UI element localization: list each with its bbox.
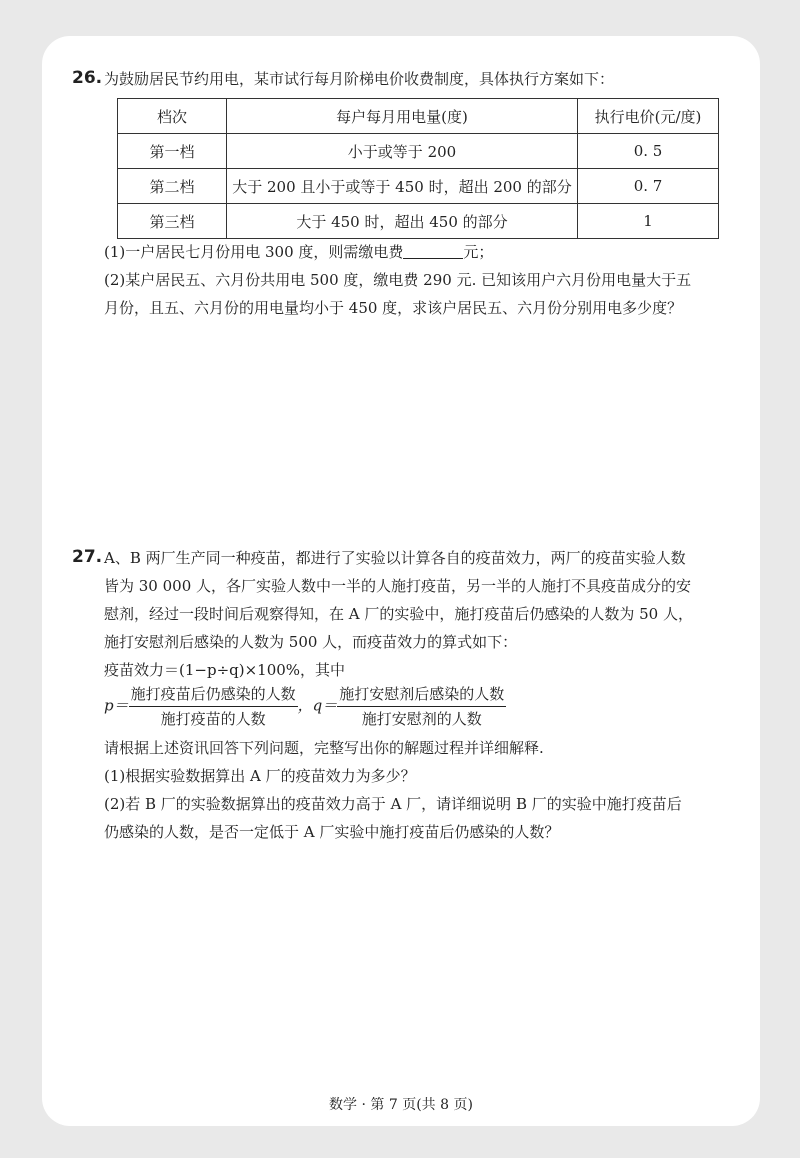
table-row xyxy=(118,134,719,169)
table-cell: 大于 450 时，超出 450 的部分 xyxy=(227,204,578,239)
part-1-text: (1)一户居民七月份用电 300 度，则需缴电费 xyxy=(104,243,404,261)
efficacy-formula: 疫苗效力＝(1−p÷q)×100%，其中 xyxy=(104,661,346,679)
question-27-line-1: A、B 两厂生产同一种疫苗，都进行了实验以计算各自的疫苗效力，两厂的疫苗实验人数 xyxy=(104,549,686,567)
question-27-line-2: 皆为 30 000 人，各厂实验人数中一半的人施打疫苗，另一半的人施打不具疫苗成分的安 xyxy=(104,577,692,595)
question-27-line-4: 施打安慰剂后感染的人数为 500 人，而疫苗效力的算式如下： xyxy=(104,633,518,651)
formula-definitions xyxy=(104,684,506,729)
p-fraction xyxy=(129,684,298,729)
question-27-part-2-line-2: 仍感染的人数，是否一定低于 A 厂实验中施打疫苗后仍感染的人数？ xyxy=(104,823,560,841)
table-cell: 小于或等于 200 xyxy=(227,134,578,169)
table-cell: 第三档 xyxy=(118,204,227,239)
answer-blank[interactable] xyxy=(403,242,463,259)
question-27-part-1: (1)根据实验数据算出 A 厂的疫苗效力为多少？ xyxy=(104,767,416,785)
table-row xyxy=(118,204,719,239)
table-cell: 1 xyxy=(578,204,719,239)
table-header-cell: 执行电价(元/度) xyxy=(578,99,719,134)
exam-page xyxy=(42,36,760,1126)
table-header-cell: 档次 xyxy=(118,99,227,134)
table-cell: 第二档 xyxy=(118,169,227,204)
table-header-row xyxy=(118,99,719,134)
question-26-part-2-line-1: (2)某户居民五、六月份共用电 500 度，缴电费 290 元. 已知该用户六月份用电量大于五 xyxy=(104,271,692,289)
table-header-cell: 每户每月用电量(度) xyxy=(227,99,578,134)
table-cell: 0. 7 xyxy=(578,169,719,204)
p-denominator: 施打疫苗的人数 xyxy=(160,710,266,728)
question-26-part-1 xyxy=(104,242,493,262)
q-fraction xyxy=(337,684,506,729)
table-cell: 第一档 xyxy=(118,134,227,169)
table-row xyxy=(118,169,719,204)
table-cell: 0. 5 xyxy=(578,134,719,169)
p-numerator: 施打疫苗后仍感染的人数 xyxy=(129,684,298,707)
question-27-number: 27. xyxy=(72,547,103,567)
question-27-line-3: 慰剂，经过一段时间后观察得知，在 A 厂的实验中，施打疫苗后仍感染的人数为 50 人， xyxy=(104,605,693,623)
question-26-number: 26. xyxy=(72,68,103,88)
question-27-part-2-line-1: (2)若 B 厂的实验数据算出的疫苗效力高于 A 厂，请详细说明 B 厂的实验中施打疫苗后 xyxy=(104,795,682,813)
question-26-part-2-line-2: 月份，且五、六月份的用电量均小于 450 度，求该户居民五、六月份分别用电多少度？ xyxy=(104,299,683,317)
part-1-unit: 元； xyxy=(463,243,494,261)
q-numerator: 施打安慰剂后感染的人数 xyxy=(337,684,506,707)
q-denominator: 施打安慰剂的人数 xyxy=(361,710,482,728)
tariff-table xyxy=(117,98,719,239)
q-label: ，q＝ xyxy=(297,696,338,715)
table-cell: 大于 200 且小于或等于 450 时，超出 200 的部分 xyxy=(227,169,578,204)
question-27-instruction: 请根据上述资讯回答下列问题，完整写出你的解题过程并详细解释. xyxy=(104,739,544,757)
question-26-intro: 为鼓励居民节约用电，某市试行每月阶梯电价收费制度，具体执行方案如下： xyxy=(104,70,615,88)
page-footer: 数学 · 第 7 页(共 8 页) xyxy=(329,1097,473,1113)
p-label: p＝ xyxy=(104,696,129,715)
